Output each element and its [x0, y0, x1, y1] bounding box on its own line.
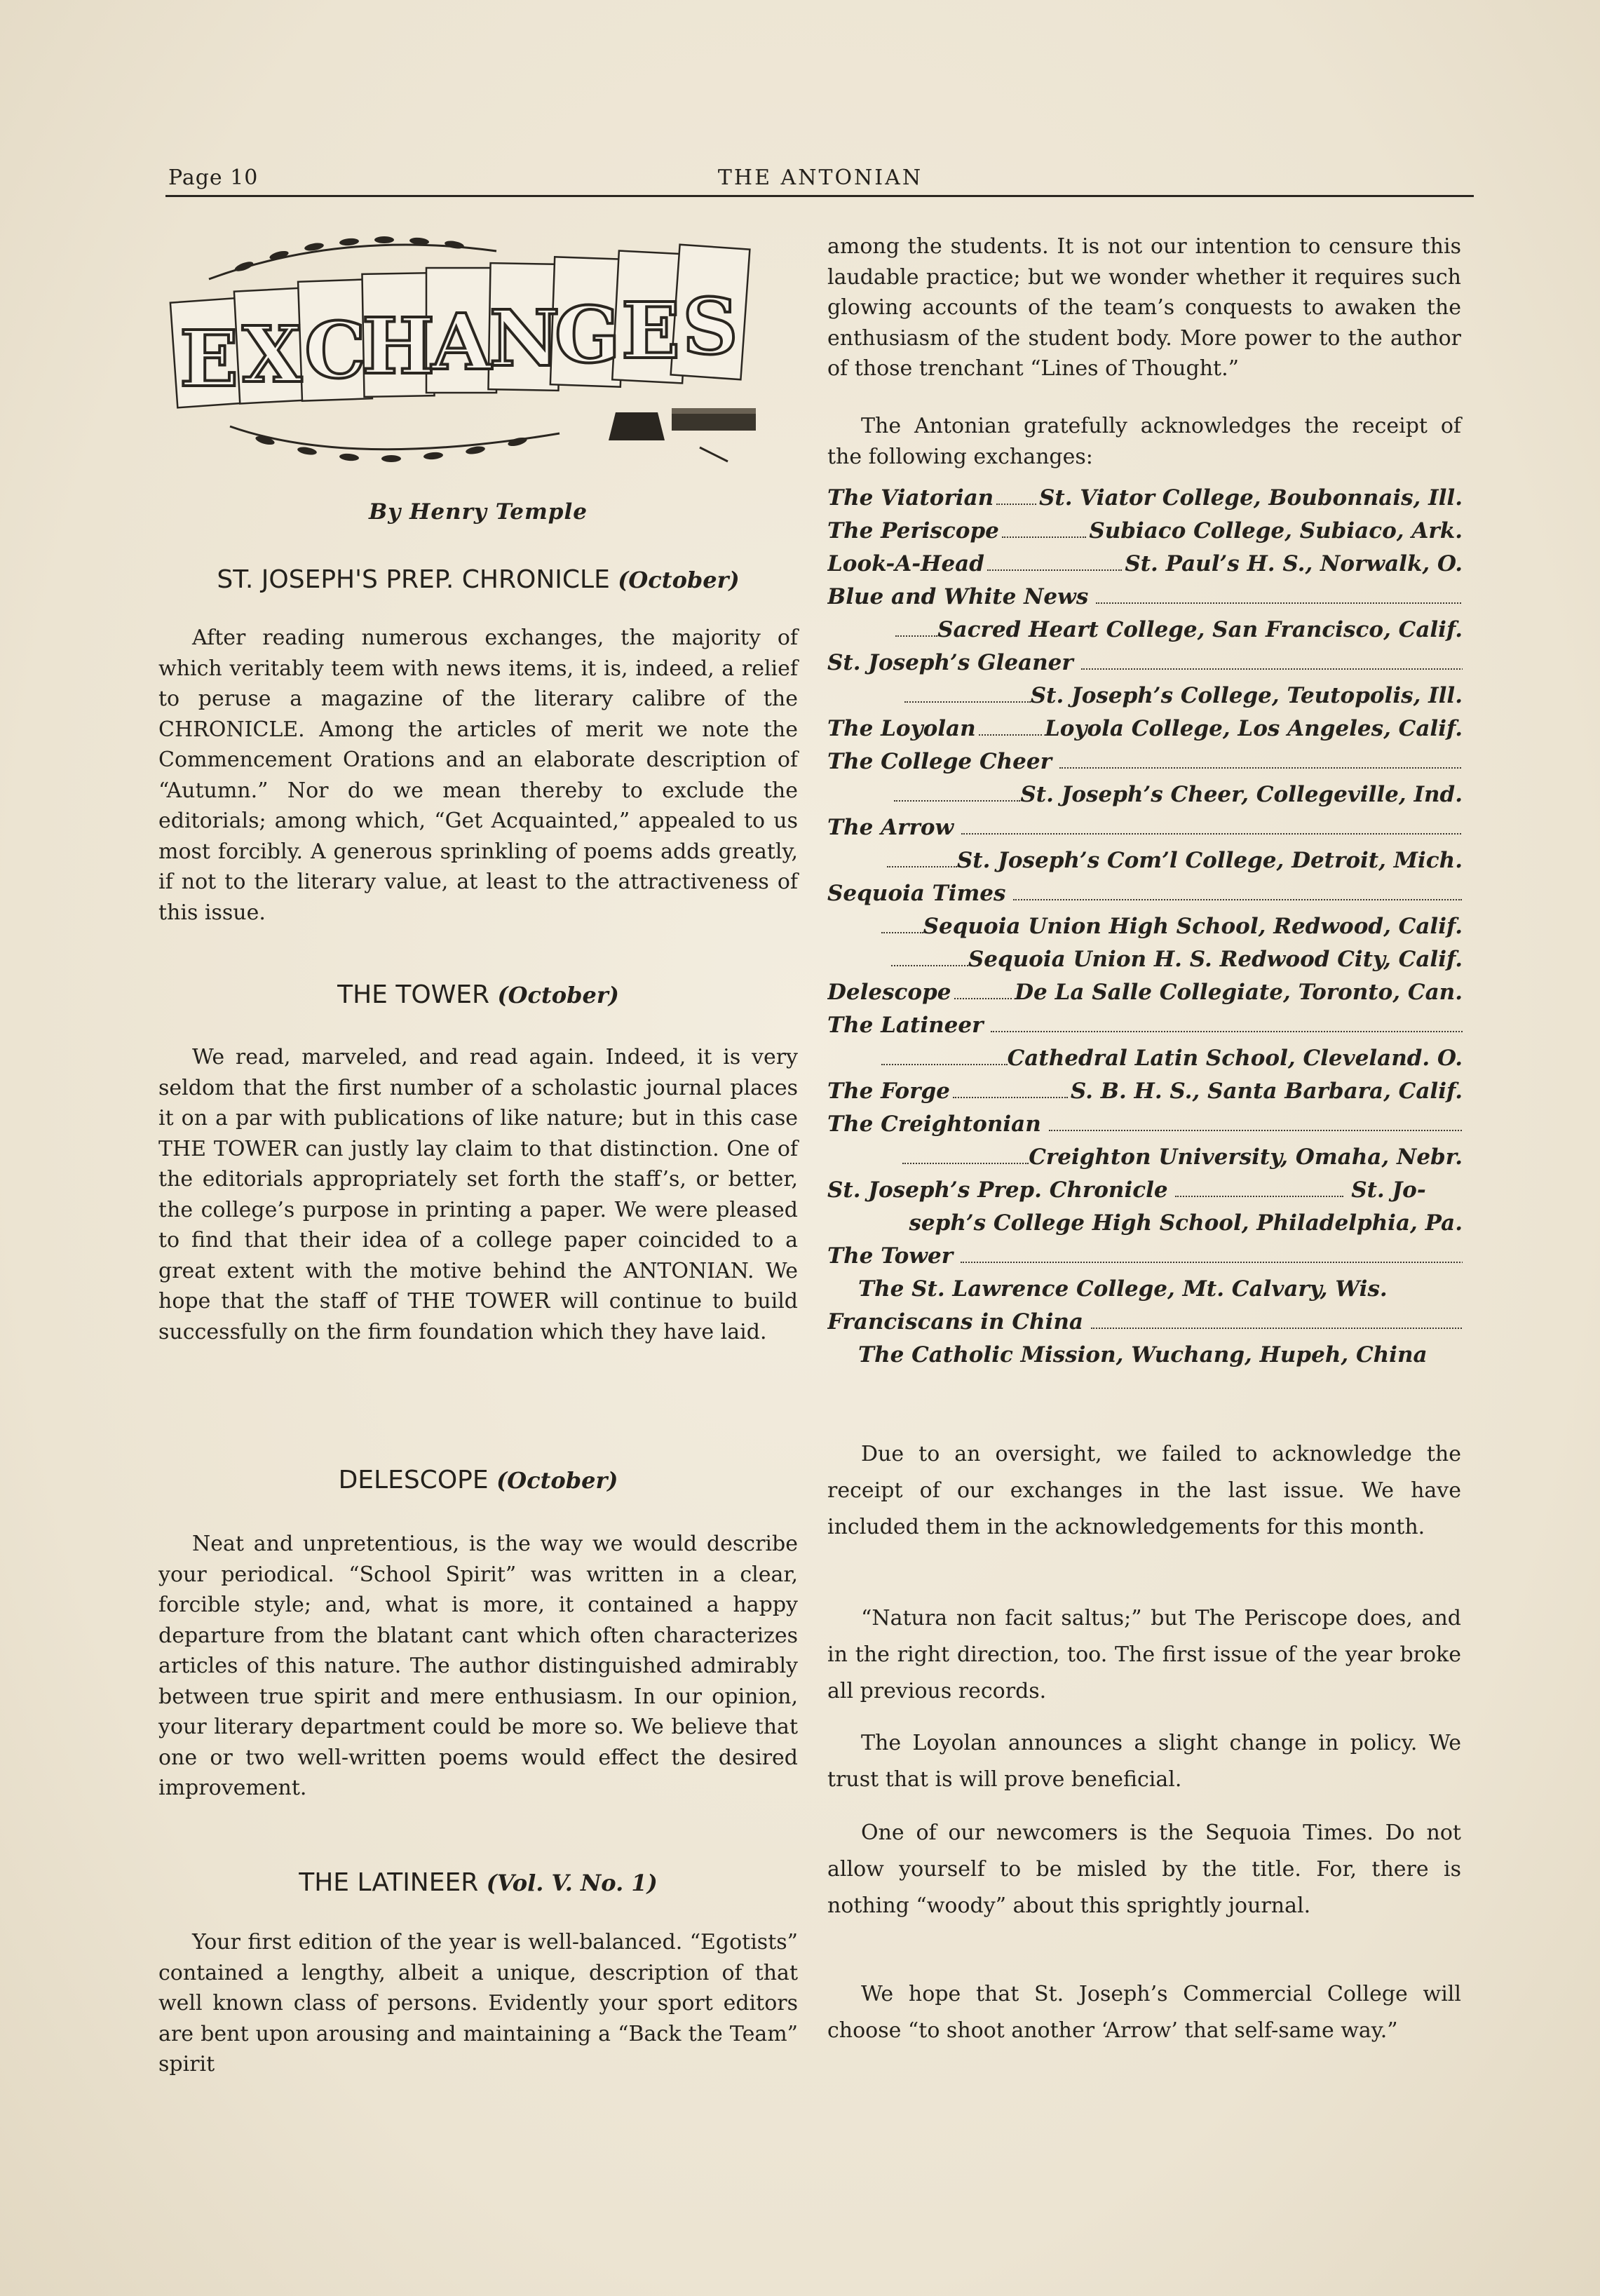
leader-dots — [979, 719, 1042, 736]
exchange-source: St. Joseph’s Com’l College, Detroit, Mich. — [956, 848, 1463, 873]
leader-dots — [991, 1015, 1463, 1032]
svg-text:N: N — [489, 293, 560, 384]
note-periscope: “Natura non facit saltus;” but The Periscope does, and in the right direction, too. The first issue of the year broke all previous records. — [827, 1606, 1461, 1703]
exchange-source: Cathedral Latin School, Cleveland. O. — [1007, 1046, 1463, 1071]
note-sequoia: One of our newcomers is the Sequoia Times. Do not allow yourself to be misled by the title. For, there is nothing “woody” about this sprightly journal. — [827, 1821, 1461, 1918]
exchange-title: Franciscans in China — [827, 1309, 1083, 1335]
section-title-text: THE LATINEER — [299, 1868, 479, 1897]
leader-dots — [881, 917, 923, 933]
leader-dots — [1096, 587, 1463, 604]
section-title-chronicle — [158, 565, 798, 594]
exchange-source: Creighton University, Omaha, Nebr. — [1029, 1144, 1463, 1170]
exchange-row — [827, 1210, 1463, 1241]
exchange-title: St. Joseph’s Gleaner — [827, 650, 1073, 675]
exchange-row — [827, 815, 1463, 846]
byline: By Henry Temple — [369, 499, 588, 525]
svg-text:X: X — [242, 309, 302, 400]
note-loyolan: The Loyolan announces a slight change in policy. We trust that is will prove beneficial. — [827, 1731, 1461, 1792]
exchange-row — [827, 848, 1463, 879]
note-oversight: Due to an oversight, we failed to acknowledge the receipt of our exchanges in the last issue. We have included them in the acknowledgements for this month. — [827, 1442, 1461, 1539]
leader-dots — [894, 785, 1020, 802]
exchange-title: The Creightonian — [827, 1112, 1041, 1137]
svg-text:E: E — [621, 285, 680, 376]
leader-dots — [1081, 653, 1463, 670]
exchange-row — [827, 617, 1463, 648]
exchange-row — [827, 485, 1463, 516]
section-title-latineer — [158, 1868, 798, 1897]
svg-text:S: S — [682, 281, 738, 372]
exchange-row — [827, 782, 1463, 813]
exchange-row — [827, 1079, 1463, 1109]
exchange-title: Blue and White News — [827, 584, 1089, 609]
exchange-title: The Arrow — [827, 815, 954, 840]
exchange-row — [827, 584, 1463, 615]
section-tag: (October) — [497, 982, 619, 1008]
exchange-row — [827, 980, 1463, 1011]
leader-dots — [953, 1081, 1068, 1098]
exchange-row — [827, 650, 1463, 681]
exchange-title: The Periscope — [827, 518, 999, 543]
section-tag: (Vol. V. No. 1) — [486, 1870, 658, 1896]
exchange-source: St. Viator College, Boubonnais, Ill. — [1039, 485, 1463, 511]
exchange-row — [827, 1144, 1463, 1175]
leader-dots — [887, 851, 957, 867]
exchange-title: The College Cheer — [827, 749, 1052, 774]
exchange-source: seph’s College High School, Philadelphia, Pa. — [909, 1210, 1463, 1236]
note-arrow: We hope that St. Joseph’s Commercial College will choose “to shoot another ‘Arrow’ that self-same way.” — [827, 1982, 1461, 2043]
leader-dots — [1175, 1180, 1343, 1197]
exchange-title: Look-A-Head — [827, 551, 984, 576]
leader-dots — [1091, 1312, 1463, 1329]
exchange-row — [827, 716, 1463, 747]
section-tag: (October) — [496, 1467, 618, 1494]
section-body-tower: We read, marveled, and read again. Indeed, it is very seldom that the first number of a scholastic journal places it on a par with publications of like nature; but in this case THE TOWER can justly lay claim to that distinction. One of the editorials appropriately set forth the staff’s, or better, the college’s purpose in printing a paper. We were pleased to find that their idea of a college paper coincided to a great extent with the motive behind the ANTONIAN. We hope that the staff of THE TOWER will continue to build successfully on the firm foundation which they have laid. — [158, 1045, 798, 1344]
leader-dots — [996, 488, 1036, 505]
exchange-title: The Viatorian — [827, 485, 994, 511]
exchange-source: Subiaco College, Subiaco, Ark. — [1089, 518, 1463, 543]
section-title-text: THE TOWER — [337, 980, 490, 1009]
exchange-row — [827, 881, 1463, 912]
leader-dots — [895, 620, 937, 637]
leader-dots — [881, 1048, 1008, 1065]
svg-text:C: C — [304, 305, 366, 396]
exchange-row — [827, 1013, 1463, 1044]
exchange-title: The Forge — [827, 1079, 950, 1104]
exchange-source: Sequoia Union H. S. Redwood City, Calif. — [968, 947, 1463, 972]
leader-dots — [1049, 1114, 1463, 1131]
svg-text:G: G — [555, 290, 621, 380]
exchange-source: Sacred Heart College, San Francisco, Calif. — [937, 617, 1463, 642]
exchange-row — [827, 518, 1463, 549]
exchange-title: St. Joseph’s Prep. Chronicle — [827, 1177, 1168, 1203]
exchange-row — [827, 914, 1463, 945]
exchange-row — [827, 551, 1463, 582]
svg-text:H: H — [362, 301, 435, 391]
leader-dots — [987, 554, 1122, 571]
exchange-row — [827, 1177, 1463, 1208]
exchange-source: S. B. H. S., Santa Barbara, Calif. — [1070, 1079, 1463, 1104]
exchange-row — [827, 749, 1463, 780]
exchange-source: St. Jo- — [1351, 1177, 1426, 1203]
exchange-title: The Loyolan — [827, 716, 976, 741]
section-tag: (October) — [618, 567, 740, 593]
exchange-source: St. Paul’s H. S., Norwalk, O. — [1125, 551, 1463, 576]
exchange-source: Loyola College, Los Angeles, Calif. — [1044, 716, 1463, 741]
leader-dots — [1002, 521, 1086, 538]
exchange-title: Sequoia Times — [827, 881, 1006, 906]
exchange-source: Sequoia Union High School, Redwood, Calif. — [923, 914, 1463, 939]
exchange-row — [827, 1112, 1463, 1142]
svg-text:A: A — [431, 297, 491, 387]
exchange-row — [827, 1276, 1493, 1307]
exchange-row — [827, 1309, 1463, 1340]
exchange-source: St. Joseph’s Cheer, Collegeville, Ind. — [1020, 782, 1463, 807]
exchange-row — [827, 1046, 1463, 1076]
exchange-row — [827, 1342, 1493, 1373]
continuation-text: among the students. It is not our intention to censure this laudable practice; but we wonder whether it requires such glowing accounts of the team’s conquests to awaken the enthusiasm of the student body. More power to the author of those trenchant “Lines of Thought.” — [827, 234, 1461, 381]
section-body-chronicle: After reading numerous exchanges, the majority of which veritably teem with news items, it is, indeed, a relief to peruse a magazine of the literary calibre of the CHRONICLE. Among the articles of merit we note the Commencement Orations and an elaborate description of “Autumn.” Nor do we mean thereby to exclude the editorials; among which, “Get Acquainted,” appealed to us most forcibly. A generous sprinkling of poems adds greatly, if not to the literary value, at least to the attractiveness of this issue. — [158, 626, 798, 925]
exchange-source: The Catholic Mission, Wuchang, Hupeh, China — [858, 1342, 1428, 1368]
exchange-source: St. Joseph’s College, Teutopolis, Ill. — [1030, 683, 1463, 708]
exchange-title: Delescope — [827, 980, 951, 1005]
leader-dots — [954, 982, 1012, 999]
section-body-delescope: Neat and unpretentious, is the way we would describe your periodical. “School Spirit” was written in a clear, forcible style; and, what is more, it contained a happy departure from the blatant cant which often characterizes articles of this nature. The author distinguished admirably between true spirit and mere enthusiasm. In our opinion, your literary department could be more so. We believe that one or two well-written poems would effect the desired improvement. — [158, 1532, 798, 1800]
exchange-title: The Tower — [827, 1243, 954, 1269]
leader-dots — [902, 1147, 1029, 1164]
exchange-row — [827, 683, 1463, 714]
exchange-row — [827, 1243, 1463, 1274]
leader-dots — [961, 1246, 1463, 1263]
exchange-source: De La Salle Collegiate, Toronto, Can. — [1015, 980, 1463, 1005]
left-column — [158, 0, 798, 2296]
acknowledgement-intro: The Antonian gratefully acknowledges the receipt of the following exchanges: — [827, 414, 1461, 469]
svg-text:E: E — [179, 313, 238, 404]
exchange-title: The Latineer — [827, 1013, 984, 1038]
section-title-text: DELESCOPE — [338, 1466, 489, 1494]
section-title-tower — [158, 980, 798, 1009]
page-number: Page 10 — [168, 166, 259, 190]
exchange-source: The St. Lawrence College, Mt. Calvary, Wis. — [858, 1276, 1388, 1302]
publication-title: THE ANTONIAN — [717, 166, 923, 190]
leader-dots — [961, 818, 1463, 835]
leader-dots — [904, 686, 1031, 703]
leader-dots — [1013, 884, 1462, 900]
section-title-delescope — [158, 1466, 798, 1494]
leader-dots — [1059, 752, 1463, 769]
section-body-latineer: Your first edition of the year is well-balanced. “Egotists” contained a lengthy, albeit a unique, description of that well known class of persons. Evidently your sport editors are bent upon arousing and maintaining a “Back the Team” spirit — [158, 1930, 798, 2076]
exchange-row — [827, 947, 1463, 978]
exchange-list — [827, 485, 1463, 1375]
section-title-text: ST. JOSEPH'S PREP. CHRONICLE — [217, 565, 610, 594]
leader-dots — [891, 950, 968, 966]
